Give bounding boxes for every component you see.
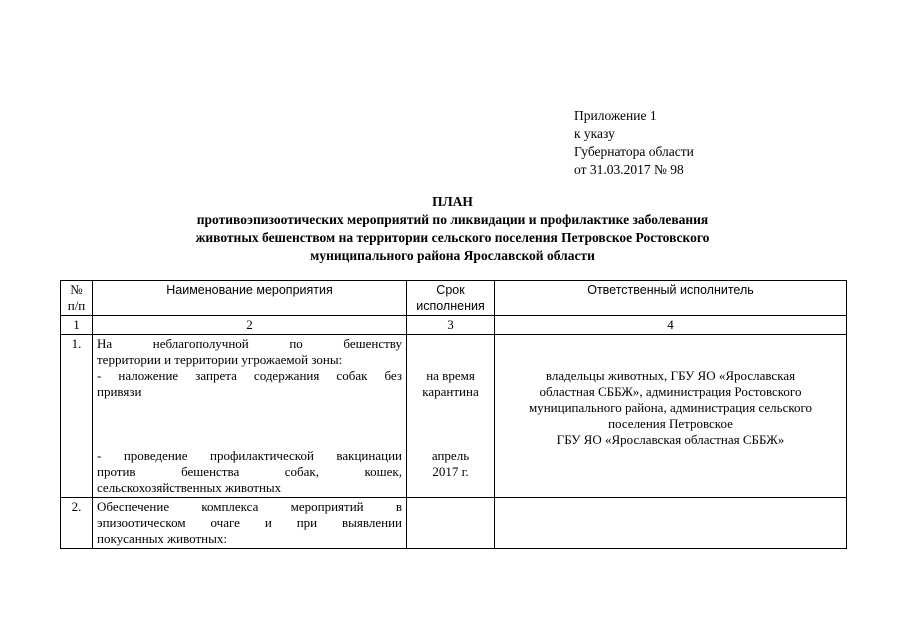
appendix-block <box>574 107 694 179</box>
row-executor <box>495 498 847 549</box>
column-index-row <box>61 316 847 335</box>
table-header-row <box>61 281 847 316</box>
header-executor: Ответственный исполнитель <box>495 281 847 316</box>
title-line: ПЛАН <box>432 194 473 209</box>
title-line: противоэпизоотических мероприятий по ликвидации и профилактике заболевания <box>196 212 709 227</box>
row-term: на время карантина апрель 2017 г. <box>407 335 495 498</box>
row-name: На неблагополучной по бешенству территории и территории угрожаемой зоны: - наложение запрета содержания собак без привязи - проведение профилактической вакцинации против бешенства собак, кошек, сельскохозяйственных животных <box>93 335 407 498</box>
document-title <box>60 193 845 265</box>
header-term: Срок исполнения <box>407 281 495 316</box>
column-index: 1 <box>61 316 93 335</box>
header-number: № п/п <box>61 281 93 316</box>
column-index: 4 <box>495 316 847 335</box>
table-row <box>61 335 847 498</box>
row-number: 2. <box>61 498 93 549</box>
row-name: Обеспечение комплекса мероприятий в эпизоотическом очаге и при выявлении покусанных животных: <box>93 498 407 549</box>
title-line: животных бешенством на территории сельского поселения Петровское Ростовского <box>195 230 710 245</box>
plan-table <box>60 280 847 549</box>
row-term <box>407 498 495 549</box>
column-index: 3 <box>407 316 495 335</box>
appendix-line: Приложение 1 <box>574 108 657 123</box>
table-row <box>61 498 847 549</box>
column-index: 2 <box>93 316 407 335</box>
appendix-line: Губернатора области <box>574 144 694 159</box>
row-executor: владельцы животных, ГБУ ЯО «Ярославская областная СББЖ», администрация Ростовского муниципального района, администрация сельского поселения Петровское ГБУ ЯО «Ярославская областная СББЖ» <box>495 335 847 498</box>
row-number: 1. <box>61 335 93 498</box>
title-line: муниципального района Ярославской области <box>310 248 595 263</box>
header-name: Наименование мероприятия <box>93 281 407 316</box>
appendix-line: к указу <box>574 126 615 141</box>
appendix-line: от 31.03.2017 № 98 <box>574 162 684 177</box>
